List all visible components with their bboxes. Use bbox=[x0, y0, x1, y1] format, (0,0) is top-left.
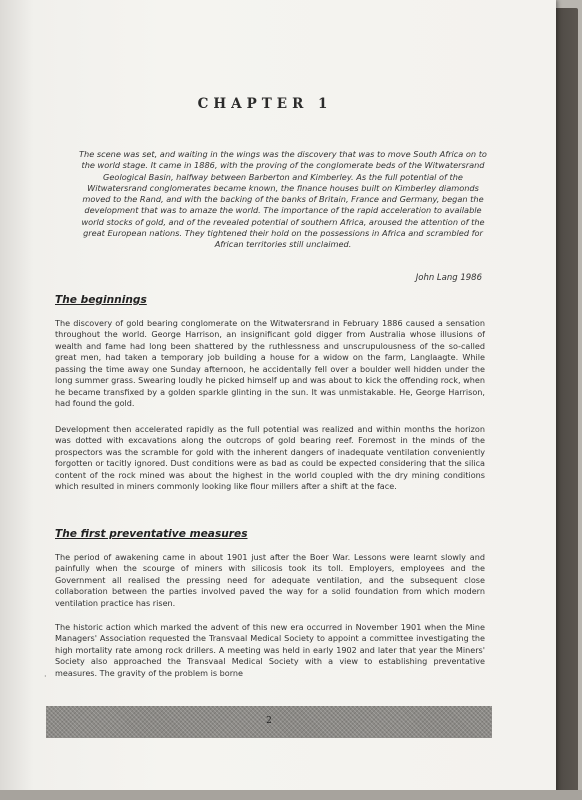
paragraph: The period of awakening came in about 1901 just after the Boer War. Lessons were learnt slowly and painfully when the scourge of miners with silicosis took its toll. Employers, employees and the Government all realised the pressing need for adequate ventilation, and the subsequent close collaboration between the parties involved paved the way for a solid foundation from which modern ventilation practice has risen. bbox=[55, 552, 485, 608]
paragraph: The historic action which marked the advent of this new era occurred in November 1901 when the Mine Managers' Association requested the Transvaal Medical Society to appoint a committee investigating the high mortality rate among rock drillers. A meeting was held in early 1902 and later that year the Miners' Society also approached the Transvaal Medical Society with a view to establishing preventative measures. The gravity of the problem is borne bbox=[55, 622, 485, 678]
section-heading-beginnings: The beginnings bbox=[55, 294, 147, 306]
paragraph: Development then accelerated rapidly as the full potential was realized and within months the horizon was dotted with excavations along the outcrops of gold bearing reef. Foremost in the minds of the prospectors was the scramble for gold with the inherent dangers of inadequate ventilation conveniently forgotten or tacitly ignored. Dust conditions were as bad as could be expected considering that the silica content of the rock mined was about the highest in the world coupled with the dry mining conditions which resulted in miners commonly looking like flour millers after a shift at the face. bbox=[55, 424, 485, 492]
margin-mark: · bbox=[44, 672, 47, 681]
page-footer-bar bbox=[46, 706, 492, 738]
section-heading-preventative-measures: The first preventative measures bbox=[55, 528, 248, 540]
quote-attribution: John Lang 1986 bbox=[415, 273, 482, 283]
table-surface bbox=[0, 790, 582, 800]
paragraph: The discovery of gold bearing conglomerate on the Witwatersrand in February 1886 caused a sensation throughout the world. George Harrison, an insignificant gold digger from Australia whose illusions of wealth and fame had long been shattered by the ruthlessness and unscrupulousness of the so-called great men, had taken a temporary job building a house for a widow on the farm, Langlaagte. While passing the time away one Sunday afternoon, he accidentally fell over a boulder well hidden under the long summer grass. Swearing loudly he picked himself up and was about to kick the offending rock, when he became transfixed by a golden sparkle glinting in the sun. It was unmistakable. He, George Harrison, had found the gold. bbox=[55, 318, 485, 409]
intro-quote: The scene was set, and waiting in the wings was the discovery that was to move South Africa on to the world stage. It came in 1886, with the proving of the conglomerate beds of the Witwatersrand Geological Basin, halfway between Barberton and Kimberley. As the full potential of the Witwatersrand conglomerates became known, the finance houses built on Kimberley diamonds moved to the Rand, and with the backing of the banks of Britain, France and Germany, began the development that was to amaze the world. The importance of the rapid acceleration to available world stocks of gold, and of the revealed potential of southern Africa, aroused the attention of the great European nations. They tightened their hold on the possessions in Africa and scrambled for African territories still unclaimed. bbox=[79, 149, 487, 250]
page-number: 2 bbox=[266, 716, 272, 726]
chapter-title: CHAPTER 1 bbox=[197, 96, 333, 112]
